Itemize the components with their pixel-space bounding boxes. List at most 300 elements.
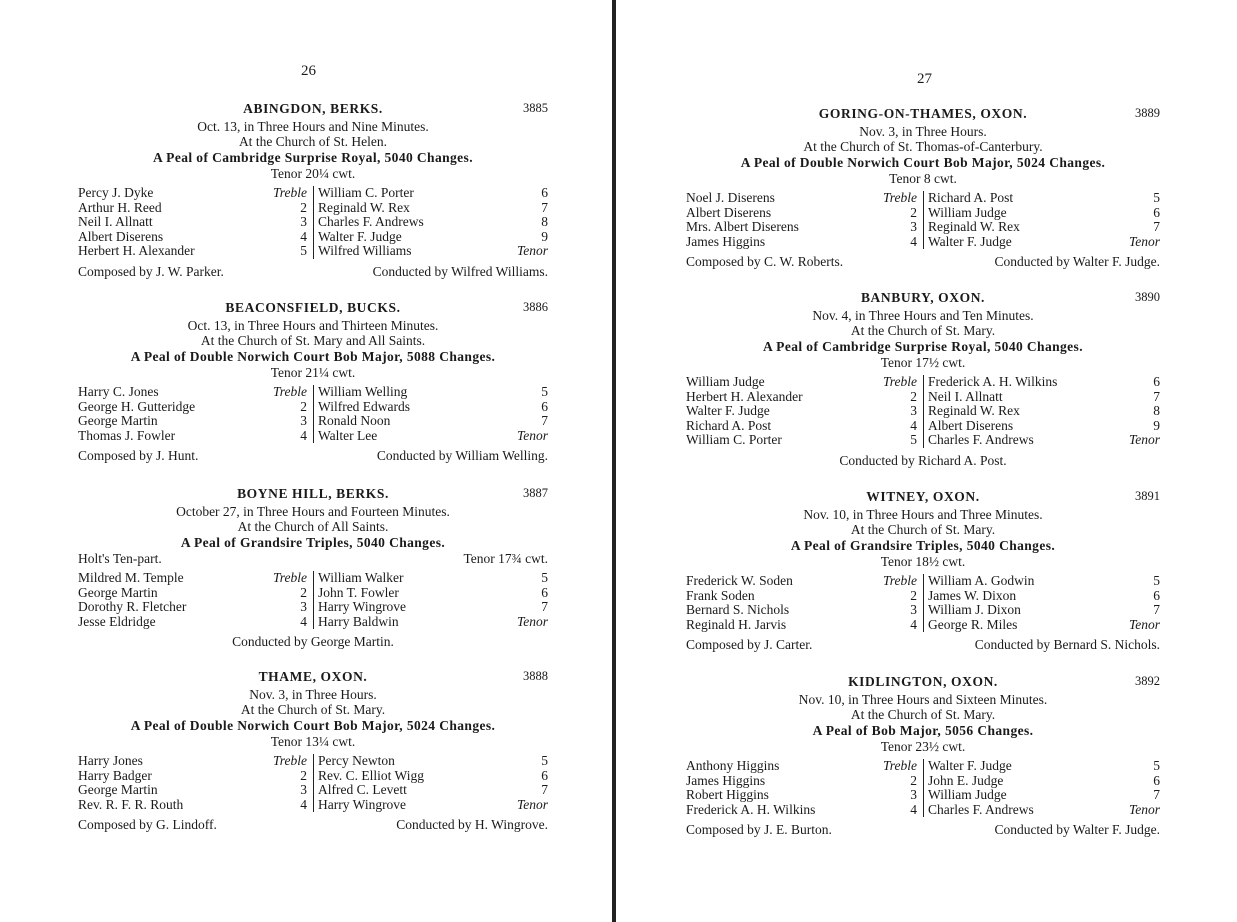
conducted-by: Conducted by William Welling. [376, 448, 548, 463]
bell-position: 2 [300, 199, 307, 215]
bell-position: 5 [1153, 758, 1160, 773]
ringer-row [78, 783, 307, 798]
ringer-row [78, 244, 307, 259]
peal-record [78, 101, 548, 280]
ringer-name: Ronald Noon [318, 414, 391, 428]
ringer-name: Reginald W. Rex [928, 220, 1020, 234]
ringer-row [318, 615, 548, 630]
ringer-name: Reginald H. Jarvis [686, 617, 787, 632]
tenor-weight: Tenor 13¼ cwt. [270, 734, 356, 749]
conducted-by: Conducted by George Martin. [232, 634, 394, 649]
bell-position: 3 [300, 782, 307, 797]
bell-position: 3 [910, 602, 917, 617]
ringer-name: Rev. R. F. R. Routh [78, 797, 184, 812]
ringer-name: John T. Fowler [318, 585, 399, 600]
peal-footer [78, 448, 548, 464]
ringer-name: William Walker [318, 571, 404, 585]
peal-number: 3885 [523, 101, 548, 115]
ringer-name: John E. Judge [928, 773, 1004, 788]
peal-title: A Peal of Double Norwich Court Bob Major, 5088 Changes. [130, 349, 496, 364]
ringer-row [318, 600, 548, 615]
conducted-by: Conducted by Bernard S. Nichols. [974, 637, 1160, 652]
tenor-weight: Tenor 18½ cwt. [880, 554, 966, 569]
peal-date-time: Oct. 13, in Three Hours and Nine Minutes. [197, 119, 429, 134]
conducted-by: Conducted by Wilfred Williams. [372, 263, 548, 279]
peal-title: A Peal of Grandsire Triples, 5040 Changes. [790, 538, 1056, 553]
ringers-column [78, 571, 313, 629]
peal-date-time: Nov. 10, in Three Hours and Sixteen Minutes. [798, 692, 1048, 707]
ringer-row [318, 186, 548, 201]
bell-position: 7 [541, 199, 548, 215]
ringer-row [78, 615, 307, 630]
bell-position: 2 [910, 388, 917, 404]
bell-position: 3 [910, 403, 917, 418]
ringer-row [928, 774, 1160, 789]
ringer-name: Percy J. Dyke [78, 186, 154, 200]
peal-title: A Peal of Cambridge Surprise Royal, 5040 Changes. [153, 150, 473, 165]
composed-by: Composed by J. W. Parker. [78, 263, 224, 279]
bell-position: 6 [1153, 772, 1160, 788]
bell-position: Tenor [1128, 801, 1160, 817]
ringer-name: Harry C. Jones [78, 385, 159, 399]
peal-record [78, 300, 548, 464]
ringer-name: Albert Diserens [686, 205, 772, 220]
bell-position: 6 [541, 767, 548, 783]
bell-position: 5 [910, 432, 917, 447]
ringer-name: James Higgins [686, 773, 766, 788]
tenor-weight: Tenor 17½ cwt. [880, 355, 966, 370]
peal-footer [686, 453, 1160, 469]
ringer-name: Thomas J. Fowler [78, 428, 176, 443]
peal-number: 3892 [1135, 674, 1160, 688]
ringer-name: James Higgins [686, 234, 766, 249]
ringer-name: Albert Diserens [78, 229, 164, 244]
ringer-row [686, 220, 917, 235]
peal-number: 3887 [523, 486, 548, 500]
peal-record [686, 489, 1160, 653]
ringer-name: George Martin [78, 783, 158, 797]
peal-title: A Peal of Bob Major, 5056 Changes. [812, 723, 1034, 738]
bell-position: Treble [882, 374, 917, 389]
peal-footer [686, 254, 1160, 270]
peal-date-time: Nov. 3, in Three Hours. [859, 124, 987, 139]
ringer-row [78, 186, 307, 201]
ringer-name: Jesse Eldridge [78, 614, 156, 629]
peal-heading [686, 290, 1160, 308]
ringer-name: Albert Diserens [928, 418, 1014, 433]
ringer-name: Harry Baldwin [318, 614, 399, 629]
ringer-row [318, 201, 548, 216]
ringer-name: Noel J. Diserens [686, 191, 775, 205]
ringer-row [928, 589, 1160, 604]
church-name: At the Church of All Saints. [237, 519, 389, 534]
peal-date-time: October 27, in Three Hours and Fourteen Minutes. [176, 504, 450, 519]
ringer-row [318, 414, 548, 429]
ringer-name: William Judge [928, 205, 1007, 220]
composed-by: Composed by J. E. Burton. [686, 822, 832, 837]
peal-number: 3888 [523, 669, 548, 683]
peal-number: 3890 [1135, 290, 1160, 304]
church-name: At the Church of St. Mary. [240, 702, 386, 717]
ringer-name: Reginald W. Rex [318, 200, 410, 215]
ringer-row [318, 798, 548, 813]
ringer-name: Walter Lee [318, 428, 378, 443]
ringers-list [78, 385, 548, 443]
ringer-row [318, 571, 548, 586]
bell-position: Tenor [1128, 432, 1160, 447]
ringer-name: Percy Newton [318, 754, 395, 768]
ringer-row [318, 244, 548, 259]
ringer-name: Wilfred Williams [318, 244, 412, 258]
place-name: GORING-ON-THAMES, OXON. [818, 106, 1028, 121]
bell-position: 3 [910, 219, 917, 234]
ringer-row [928, 603, 1160, 618]
ringer-row [686, 618, 917, 633]
method-note: Holt's Ten-part. [78, 551, 162, 566]
ringer-name: Charles F. Andrews [318, 215, 424, 229]
ringer-row [686, 603, 917, 618]
ringer-row [928, 191, 1160, 206]
ringer-row [318, 754, 548, 769]
bell-position: Treble [882, 190, 917, 205]
peal-title: A Peal of Cambridge Surprise Royal, 5040 Changes. [763, 339, 1083, 354]
tenor-weight: Tenor 21¼ cwt. [270, 365, 356, 380]
ringer-name: Charles F. Andrews [928, 433, 1034, 447]
bell-position: Tenor [516, 243, 548, 258]
tenor-row [78, 551, 548, 567]
ringer-name: Richard A. Post [686, 418, 772, 433]
ringers-column [923, 759, 1160, 817]
ringer-row [928, 803, 1160, 818]
bell-position: 6 [541, 185, 548, 200]
ringer-name: Frederick W. Soden [686, 574, 793, 588]
ringer-name: Frederick A. H. Wilkins [686, 802, 816, 817]
ringer-row [78, 571, 307, 586]
bell-position: 4 [300, 796, 307, 812]
ringer-name: Robert Higgins [686, 788, 769, 802]
composed-by: Composed by G. Lindoff. [78, 817, 217, 832]
peal-record [686, 674, 1160, 838]
ringers-column [923, 191, 1160, 249]
ringer-name: William Judge [686, 375, 765, 389]
ringer-name: George Martin [78, 414, 158, 428]
ringers-list [78, 571, 548, 629]
ringers-list [686, 375, 1160, 448]
bell-position: Tenor [1128, 616, 1160, 632]
ringer-name: Herbert H. Alexander [78, 244, 195, 258]
ringer-row [318, 783, 548, 798]
ringers-column [686, 759, 923, 817]
bell-position: Treble [272, 753, 307, 768]
ringer-row [928, 206, 1160, 221]
composed-by: Composed by J. Hunt. [78, 448, 199, 463]
tenor-weight: Tenor 20¼ cwt. [270, 166, 356, 181]
ringer-name: Herbert H. Alexander [686, 389, 803, 404]
ringer-row [928, 574, 1160, 589]
peal-number: 3891 [1135, 489, 1160, 503]
ringer-name: William Welling [318, 385, 408, 399]
ringer-row [928, 433, 1160, 448]
church-name: At the Church of St. Mary. [850, 323, 996, 338]
ringers-column [686, 574, 923, 632]
church-name: At the Church of St. Mary and All Saints. [200, 333, 426, 348]
bell-position: 5 [1153, 190, 1160, 205]
church-name: At the Church of St. Thomas-of-Canterbury. [803, 139, 1043, 154]
book-gutter [612, 0, 616, 922]
bell-position: 7 [1153, 787, 1160, 802]
conducted-by: Conducted by H. Wingrove. [396, 817, 548, 832]
ringer-row [318, 385, 548, 400]
bell-position: 2 [910, 204, 917, 220]
ringer-name: Walter F. Judge [928, 759, 1012, 773]
ringer-name: William J. Dixon [928, 603, 1021, 617]
ringer-row [78, 798, 307, 813]
bell-position: Treble [272, 570, 307, 585]
ringer-row [686, 419, 917, 434]
ringer-row [928, 235, 1160, 250]
bell-position: 2 [300, 767, 307, 783]
ringer-row [928, 419, 1160, 434]
ringer-row [78, 754, 307, 769]
ringer-name: Bernard S. Nichols [686, 603, 790, 617]
bell-position: 3 [910, 787, 917, 802]
ringer-name: Walter F. Judge [318, 229, 402, 244]
ringer-row [686, 191, 917, 206]
peal-date-time: Nov. 3, in Three Hours. [249, 687, 377, 702]
bell-position: Tenor [516, 796, 548, 812]
bell-position: 3 [300, 599, 307, 614]
place-name: BEACONSFIELD, BUCKS. [225, 300, 401, 315]
composed-by: Composed by J. Carter. [686, 637, 813, 652]
ringer-row [78, 414, 307, 429]
ringer-name: Harry Wingrove [318, 797, 407, 812]
bell-position: 5 [1153, 573, 1160, 588]
bell-position: 5 [541, 570, 548, 585]
bell-position: 7 [1153, 388, 1160, 404]
ringer-name: Harry Wingrove [318, 600, 407, 614]
page-number: 26 [301, 63, 316, 79]
bell-position: Tenor [516, 613, 548, 629]
bell-position: Treble [882, 573, 917, 588]
ringer-name: Charles F. Andrews [928, 802, 1034, 817]
ringer-row [78, 215, 307, 230]
church-name: At the Church of St. Mary. [850, 707, 996, 722]
bell-position: Tenor [516, 427, 548, 443]
bell-position: 5 [541, 753, 548, 768]
ringer-row [318, 215, 548, 230]
bell-position: 8 [1153, 403, 1160, 418]
ringers-column [78, 754, 313, 812]
ringer-row [686, 774, 917, 789]
place-name: BANBURY, OXON. [860, 290, 986, 305]
bell-position: 2 [300, 398, 307, 414]
bell-position: 4 [910, 616, 917, 632]
ringer-name: Frederick A. H. Wilkins [928, 375, 1058, 389]
peal-date-time: Nov. 4, in Three Hours and Ten Minutes. [812, 308, 1034, 323]
ringer-row [318, 586, 548, 601]
ringer-name: William A. Godwin [928, 574, 1035, 588]
church-name: At the Church of St. Mary. [850, 522, 996, 537]
conducted-by: Conducted by Richard A. Post. [839, 452, 1007, 468]
ringers-column [686, 375, 923, 448]
ringers-column [78, 186, 313, 259]
bell-position: 6 [1153, 374, 1160, 389]
ringer-name: Harry Jones [78, 754, 143, 768]
peal-heading [78, 300, 548, 318]
ringers-column [923, 375, 1160, 448]
bell-position: 4 [910, 417, 917, 433]
bell-position: 4 [300, 613, 307, 629]
place-name: BOYNE HILL, BERKS. [237, 486, 389, 501]
peal-heading [686, 489, 1160, 507]
ringer-row [686, 759, 917, 774]
ringer-name: George H. Gutteridge [78, 399, 196, 414]
ringer-name: William C. Porter [318, 186, 414, 200]
peal-heading [78, 669, 548, 687]
bell-position: Treble [882, 758, 917, 773]
ringer-row [78, 600, 307, 615]
ringer-name: Dorothy R. Fletcher [78, 600, 187, 614]
ringer-name: Mildred M. Temple [78, 571, 184, 585]
ringer-name: Neil I. Allnatt [78, 215, 153, 229]
peal-title: A Peal of Grandsire Triples, 5040 Changes. [180, 535, 446, 550]
ringer-name: Anthony Higgins [686, 759, 780, 773]
ringer-row [78, 769, 307, 784]
ringer-row [686, 206, 917, 221]
ringer-row [318, 230, 548, 245]
ringers-list [686, 759, 1160, 817]
ringer-row [318, 429, 548, 444]
place-name: ABINGDON, BERKS. [243, 101, 383, 116]
bell-position: 7 [1153, 602, 1160, 617]
peal-footer [78, 817, 548, 833]
bell-position: 4 [300, 427, 307, 443]
ringer-row [78, 230, 307, 245]
place-name: WITNEY, OXON. [866, 489, 980, 504]
page-number: 27 [917, 71, 932, 87]
ringer-name: Harry Badger [78, 768, 152, 783]
ringers-column [313, 571, 548, 629]
bell-position: 2 [910, 587, 917, 603]
ringer-row [318, 400, 548, 415]
ringer-row [928, 788, 1160, 803]
ringer-row [928, 618, 1160, 633]
ringer-row [686, 589, 917, 604]
ringer-row [78, 385, 307, 400]
bell-position: 7 [1153, 219, 1160, 234]
peal-heading [78, 486, 548, 504]
bell-position: Treble [272, 384, 307, 399]
bell-position: 4 [910, 801, 917, 817]
conducted-by: Conducted by Walter F. Judge. [994, 254, 1160, 269]
bell-position: 7 [541, 599, 548, 614]
bell-position: 6 [541, 584, 548, 600]
ringer-row [78, 201, 307, 216]
ringer-name: Arthur H. Reed [78, 200, 162, 215]
ringer-name: Neil I. Allnatt [928, 389, 1003, 404]
bell-position: 3 [300, 214, 307, 229]
bell-position: 2 [300, 584, 307, 600]
ringer-name: Richard A. Post [928, 191, 1014, 205]
ringer-row [686, 375, 917, 390]
ringer-row [928, 759, 1160, 774]
ringer-row [686, 433, 917, 448]
bell-position: 5 [300, 243, 307, 258]
ringer-name: Walter F. Judge [686, 404, 770, 418]
bell-position: 6 [1153, 204, 1160, 220]
bell-position: 6 [1153, 587, 1160, 603]
ringers-list [78, 754, 548, 812]
ringer-name: George R. Miles [928, 617, 1018, 632]
ringer-row [686, 235, 917, 250]
ringer-row [318, 769, 548, 784]
peal-footer [686, 822, 1160, 838]
peal-number: 3886 [523, 300, 548, 314]
ringer-row [78, 429, 307, 444]
peal-heading [78, 101, 548, 119]
peal-title: A Peal of Double Norwich Court Bob Major, 5024 Changes. [130, 718, 496, 733]
ringer-name: Alfred C. Levett [318, 783, 407, 797]
peal-record [78, 486, 548, 650]
ringer-name: Reginald W. Rex [928, 404, 1020, 418]
peal-footer [78, 264, 548, 280]
bell-position: 4 [910, 233, 917, 249]
bell-position: 9 [1153, 417, 1160, 433]
bell-position: 9 [541, 228, 548, 244]
ringer-name: Mrs. Albert Diserens [686, 220, 799, 234]
peal-record [686, 106, 1160, 270]
ringers-column [78, 385, 313, 443]
bell-position: 7 [541, 413, 548, 428]
peal-footer [686, 637, 1160, 653]
peal-record [686, 290, 1160, 469]
ringer-name: Frank Soden [686, 588, 755, 603]
ringers-column [686, 191, 923, 249]
peal-date-time: Oct. 13, in Three Hours and Thirteen Minutes. [187, 318, 439, 333]
peal-footer [78, 634, 548, 650]
bell-position: 7 [541, 782, 548, 797]
ringer-row [78, 400, 307, 415]
ringer-row [928, 390, 1160, 405]
ringer-row [928, 404, 1160, 419]
ringers-column [313, 186, 548, 259]
ringer-name: William C. Porter [686, 433, 782, 447]
ringers-list [78, 186, 548, 259]
ringer-name: Rev. C. Elliot Wigg [318, 768, 424, 783]
bell-position: 2 [910, 772, 917, 788]
tenor-weight: Tenor 8 cwt. [889, 171, 957, 186]
place-name: THAME, OXON. [258, 669, 368, 684]
ringer-row [78, 586, 307, 601]
conducted-by: Conducted by Walter F. Judge. [994, 822, 1160, 837]
ringer-name: James W. Dixon [928, 588, 1017, 603]
tenor-weight: Tenor 17¾ cwt. [463, 551, 548, 566]
ringers-column [313, 385, 548, 443]
ringer-row [686, 404, 917, 419]
ringer-row [686, 803, 917, 818]
peal-number: 3889 [1135, 106, 1160, 120]
peal-heading [686, 106, 1160, 124]
bell-position: Treble [272, 185, 307, 200]
ringer-row [928, 375, 1160, 390]
ringers-list [686, 191, 1160, 249]
peal-heading [686, 674, 1160, 692]
ringer-name: George Martin [78, 585, 158, 600]
bell-position: 8 [541, 214, 548, 229]
tenor-weight: Tenor 23½ cwt. [880, 739, 966, 754]
ringer-row [686, 390, 917, 405]
ringer-name: Wilfred Edwards [318, 399, 411, 414]
